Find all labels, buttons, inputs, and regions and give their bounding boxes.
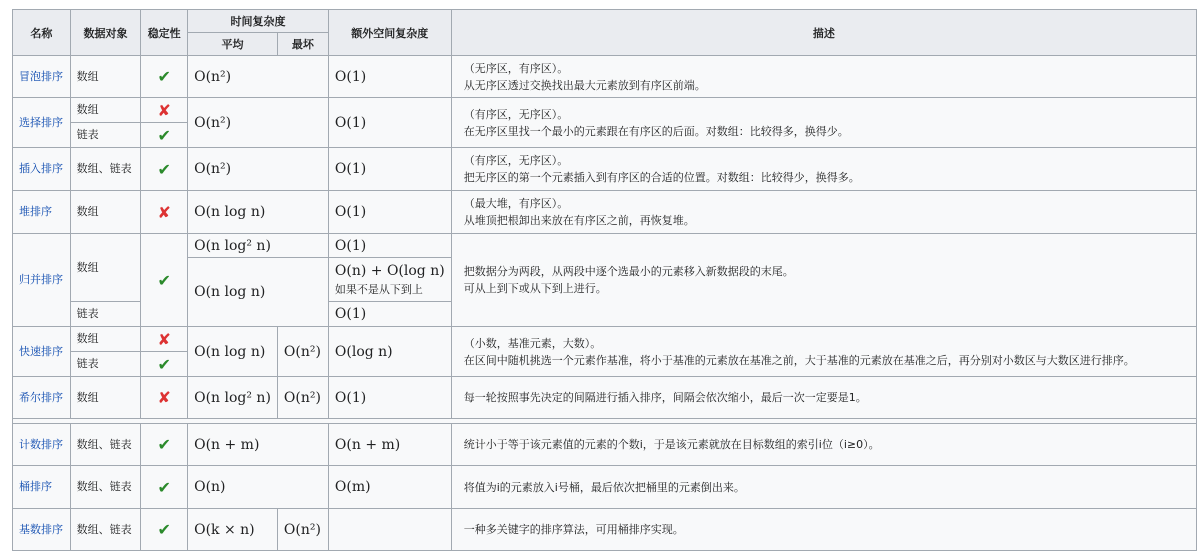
header-name: 名称 — [13, 10, 71, 56]
sorting-algorithms-table — [12, 9, 1197, 551]
table-row — [13, 424, 1197, 466]
data-structure: 数组 — [70, 191, 141, 234]
data-structure: 数组、链表 — [70, 148, 141, 191]
time-average: O(n + m) — [188, 424, 329, 466]
description: 一种多关键字的排序算法，可用桶排序实现。 — [451, 509, 1196, 551]
description: 每一轮按照事先决定的间隔进行插入排序，间隔会依次缩小，最后一次一定要是1。 — [451, 377, 1196, 419]
description: 把数据分为两段，从两段中逐个选最小的元素移入新数据段的末尾。 可从上到下或从下到上进行。 — [451, 234, 1196, 327]
table-row — [13, 98, 1197, 123]
stable-check-icon: ✔ — [141, 234, 188, 327]
algorithm-link-quick[interactable]: 快速排序 — [13, 327, 71, 377]
space-complexity: O(1) — [328, 148, 451, 191]
unstable-cross-icon: ✘ — [141, 98, 188, 123]
data-structure: 数组 — [70, 234, 141, 302]
stable-check-icon: ✔ — [141, 148, 188, 191]
table-row — [13, 466, 1197, 509]
space-note: 如果不是从下到上 — [334, 282, 423, 296]
description: 将值为i的元素放入i号桶，最后依次把桶里的元素倒出来。 — [451, 466, 1196, 509]
table-row — [13, 327, 1197, 352]
data-structure: 数组 — [70, 98, 141, 123]
space-complexity: O(1) — [328, 56, 451, 98]
header-worst: 最坏 — [277, 33, 328, 56]
space-complexity: O(1) — [328, 302, 451, 327]
table-row — [13, 377, 1197, 419]
algorithm-link-heap[interactable]: 堆排序 — [13, 191, 71, 234]
time-average: O(n log² n) — [188, 234, 329, 258]
description: （无序区，有序区）。 从无序区透过交换找出最大元素放到有序区前端。 — [451, 56, 1196, 98]
data-structure: 数组 — [70, 377, 141, 419]
space-complexity: O(log n) — [328, 327, 451, 377]
description: （最大堆，有序区）。 从堆顶把根卸出来放在有序区之前，再恢复堆。 — [451, 191, 1196, 234]
time-worst: O(n²) — [277, 509, 328, 551]
stable-check-icon: ✔ — [141, 466, 188, 509]
space-complexity: O(1) — [328, 234, 451, 258]
algorithm-link-bucket[interactable]: 桶排序 — [13, 466, 71, 509]
header-average: 平均 — [188, 33, 278, 56]
header-description: 描述 — [451, 10, 1196, 56]
data-structure: 链表 — [70, 352, 141, 377]
header-time-complexity: 时间复杂度 — [188, 10, 329, 33]
algorithm-link-radix[interactable]: 基数排序 — [13, 509, 71, 551]
data-structure: 数组、链表 — [70, 424, 141, 466]
space-complexity: O(n) + O(log n) 如果不是从下到上 — [328, 258, 451, 302]
header-stability: 稳定性 — [141, 10, 188, 56]
space-complexity: O(n + m) — [328, 424, 451, 466]
unstable-cross-icon: ✘ — [141, 377, 188, 419]
algorithm-link-insertion[interactable]: 插入排序 — [13, 148, 71, 191]
data-structure: 数组 — [70, 327, 141, 352]
description: （有序区，无序区）。 在无序区里找一个最小的元素跟在有序区的后面。对数组：比较得多，换得少。 — [451, 98, 1196, 148]
space-complexity: O(1) — [328, 377, 451, 419]
space-complexity: O(m) — [328, 466, 451, 509]
unstable-cross-icon: ✘ — [141, 327, 188, 352]
data-structure: 链表 — [70, 123, 141, 148]
time-worst: O(n²) — [277, 377, 328, 419]
time-average: O(n²) — [188, 98, 329, 148]
algorithm-link-bubble[interactable]: 冒泡排序 — [13, 56, 71, 98]
table-row — [13, 509, 1197, 551]
time-average: O(n²) — [188, 56, 329, 98]
stable-check-icon: ✔ — [141, 424, 188, 466]
time-average: O(n) — [188, 466, 329, 509]
time-average: O(n log² n) — [188, 377, 278, 419]
description: 统计小于等于该元素值的元素的个数i，于是该元素就放在目标数组的索引i位（i≥0）。 — [451, 424, 1196, 466]
stable-check-icon: ✔ — [141, 123, 188, 148]
time-average: O(n log n) — [188, 191, 329, 234]
table-row — [13, 234, 1197, 258]
time-worst: O(n²) — [277, 327, 328, 377]
stable-check-icon: ✔ — [141, 352, 188, 377]
stable-check-icon: ✔ — [141, 56, 188, 98]
time-average: O(n log n) — [188, 327, 278, 377]
time-average: O(n log n) — [188, 258, 329, 327]
header-space-complexity: 额外空间复杂度 — [328, 10, 451, 56]
unstable-cross-icon: ✘ — [141, 191, 188, 234]
data-structure: 链表 — [70, 302, 141, 327]
algorithm-link-merge[interactable]: 归并排序 — [13, 234, 71, 327]
algorithm-link-selection[interactable]: 选择排序 — [13, 98, 71, 148]
description: （有序区，无序区）。 把无序区的第一个元素插入到有序区的合适的位置。对数组：比较得少，换得多。 — [451, 148, 1196, 191]
table-row — [13, 56, 1197, 98]
time-average: O(k × n) — [188, 509, 278, 551]
space-complexity: O(1) — [328, 191, 451, 234]
description: （小数，基准元素，大数）。 在区间中随机挑选一个元素作基准，将小于基准的元素放在基准之前，大于基准的元素放在基准之后，再分别对小数区与大数区进行排序。 — [451, 327, 1196, 377]
space-complexity: O(1) — [328, 98, 451, 148]
algorithm-link-shell[interactable]: 希尔排序 — [13, 377, 71, 419]
stable-check-icon: ✔ — [141, 509, 188, 551]
data-structure: 数组 — [70, 56, 141, 98]
table-row — [13, 191, 1197, 234]
data-structure: 数组、链表 — [70, 509, 141, 551]
time-average: O(n²) — [188, 148, 329, 191]
algorithm-link-counting[interactable]: 计数排序 — [13, 424, 71, 466]
table-row — [13, 148, 1197, 191]
header-data-structure: 数据对象 — [70, 10, 141, 56]
data-structure: 数组、链表 — [70, 466, 141, 509]
space-complexity — [328, 509, 451, 551]
